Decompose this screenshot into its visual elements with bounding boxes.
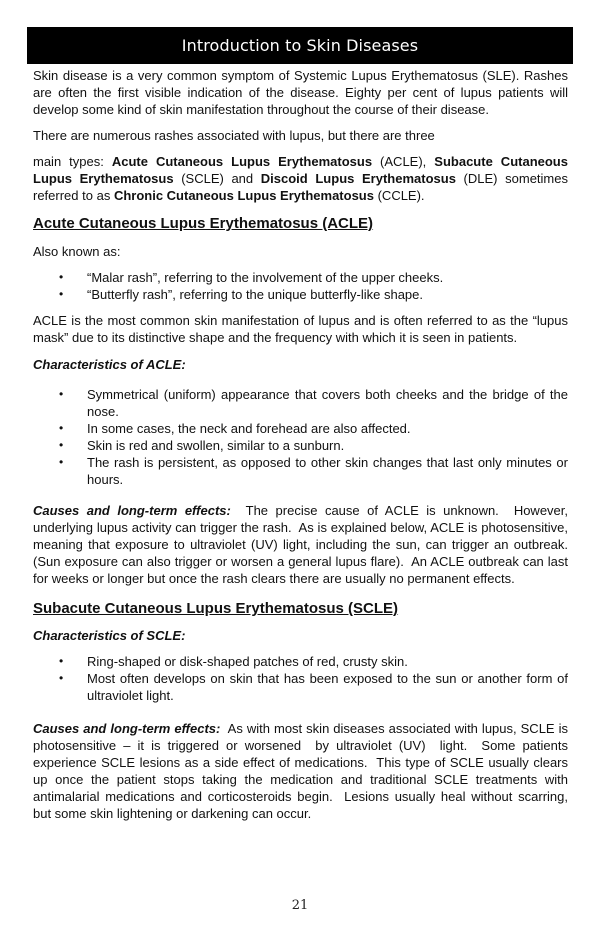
text: (SCLE) and xyxy=(173,171,261,186)
list-item-text: “Malar rash”, referring to the involvement of the upper cheeks. xyxy=(87,270,444,285)
term-ccle: Chronic Cutaneous Lupus Erythematosus xyxy=(113,188,374,203)
acle-heading: Acute Cutaneous Lupus Erythematosus (ACLE) xyxy=(33,215,374,232)
section-title: Introduction to Skin Diseases xyxy=(181,36,419,55)
causes-label: Causes and long-term effects: xyxy=(33,503,231,518)
text: main types: xyxy=(33,154,112,169)
acle-characteristics-list xyxy=(33,386,568,488)
causes-text: The precise cause of ACLE is unknown. However, underlying lupus activity can trigger the rash. As is explained below, ACLE is photosensitive, meaning that exposure to ultraviolet (UV) light, including the sun, can trigger an outbreak. (Sun exposure can also trigger or worsen a general lupus flare). An ACLE outbreak can last for weeks or longer but once the rash clears there are usually no permanent effects. xyxy=(33,503,576,586)
term-scle: Subacute Cutaneous Lupus Erythematosus xyxy=(33,154,568,186)
list-item xyxy=(33,437,568,454)
list-item xyxy=(33,420,568,437)
acle-causes-paragraph xyxy=(33,502,576,587)
list-item-text: The rash is persistent, as opposed to other skin changes that last only minutes or hours. xyxy=(87,455,568,487)
list-item xyxy=(33,269,568,286)
list-item-text: Ring-shaped or disk-shaped patches of red, crusty skin. xyxy=(87,654,408,669)
aka-list xyxy=(33,269,568,303)
page-content xyxy=(33,67,576,822)
scle-characteristics-heading: Characteristics of SCLE: xyxy=(33,628,186,643)
text: (DLE) sometimes referred to as xyxy=(33,171,568,203)
term-dle: Discoid Lupus Erythematosus xyxy=(260,171,456,186)
page-number: 21 xyxy=(291,898,309,913)
bullet-icon: • xyxy=(59,270,64,284)
acle-characteristics-heading: Characteristics of ACLE: xyxy=(33,357,186,372)
intro-paragraph-3 xyxy=(33,153,568,204)
also-known-as-label: Also known as: xyxy=(33,244,121,259)
bullet-icon: • xyxy=(59,654,64,668)
list-item-text: Symmetrical (uniform) appearance that covers both cheeks and the bridge of the nose. xyxy=(87,387,568,419)
text: (CCLE). xyxy=(373,188,425,203)
bullet-icon: • xyxy=(59,287,64,301)
causes-label: Causes and long-term effects: xyxy=(33,721,221,736)
list-item-text: Skin is red and swollen, similar to a sunburn. xyxy=(87,438,345,453)
intro-paragraph-1: Skin disease is a very common symptom of Systemic Lupus Erythematosus (SLE). Rashes are often the first visible indication of the disease. Eighty per cent of lupus patients will develop some kind of skin manifestation throughout the course of their disease. xyxy=(33,68,568,117)
acle-description: ACLE is the most common skin manifestation of lupus and is often referred to as the “lupus mask” due to its distinctive shape and the frequency with which it is seen in patients. xyxy=(33,313,568,345)
section-title-bar xyxy=(27,27,573,64)
bullet-icon: • xyxy=(59,387,64,401)
causes-text: As with most skin diseases associated with lupus, SCLE is photosensitive – it is triggered or worsened by ultraviolet (UV) light. Some patients experience SCLE lesions as a side effect of medications. This type of SCLE usually clears up once the patient stops taking the medication and traditional SCLE treatments with antimalarial medications and corticosteroids begin. Lesions usually heal without scarring, but some skin lightening or darkening can occur. xyxy=(33,721,572,821)
list-item xyxy=(33,286,568,303)
list-item xyxy=(33,386,568,420)
list-item xyxy=(33,670,568,704)
bullet-icon: • xyxy=(59,421,64,435)
bullet-icon: • xyxy=(59,455,64,469)
list-item-text: Most often develops on skin that has been exposed to the sun or another form of ultraviolet light. xyxy=(87,671,568,703)
text: (ACLE), xyxy=(372,154,435,169)
scle-causes-paragraph xyxy=(33,720,572,822)
list-item xyxy=(33,454,568,488)
list-item-text: In some cases, the neck and forehead are also affected. xyxy=(87,421,411,436)
intro-paragraph-2: There are numerous rashes associated with lupus, but there are three xyxy=(33,128,435,143)
bullet-icon: • xyxy=(59,438,64,452)
term-acle: Acute Cutaneous Lupus Erythematosus xyxy=(111,154,373,169)
bullet-icon: • xyxy=(59,671,64,685)
list-item-text: “Butterfly rash”, referring to the unique butterfly-like shape. xyxy=(87,287,423,302)
scle-characteristics-list xyxy=(33,653,568,704)
scle-heading: Subacute Cutaneous Lupus Erythematosus (SCLE) xyxy=(33,600,399,617)
list-item xyxy=(33,653,568,670)
